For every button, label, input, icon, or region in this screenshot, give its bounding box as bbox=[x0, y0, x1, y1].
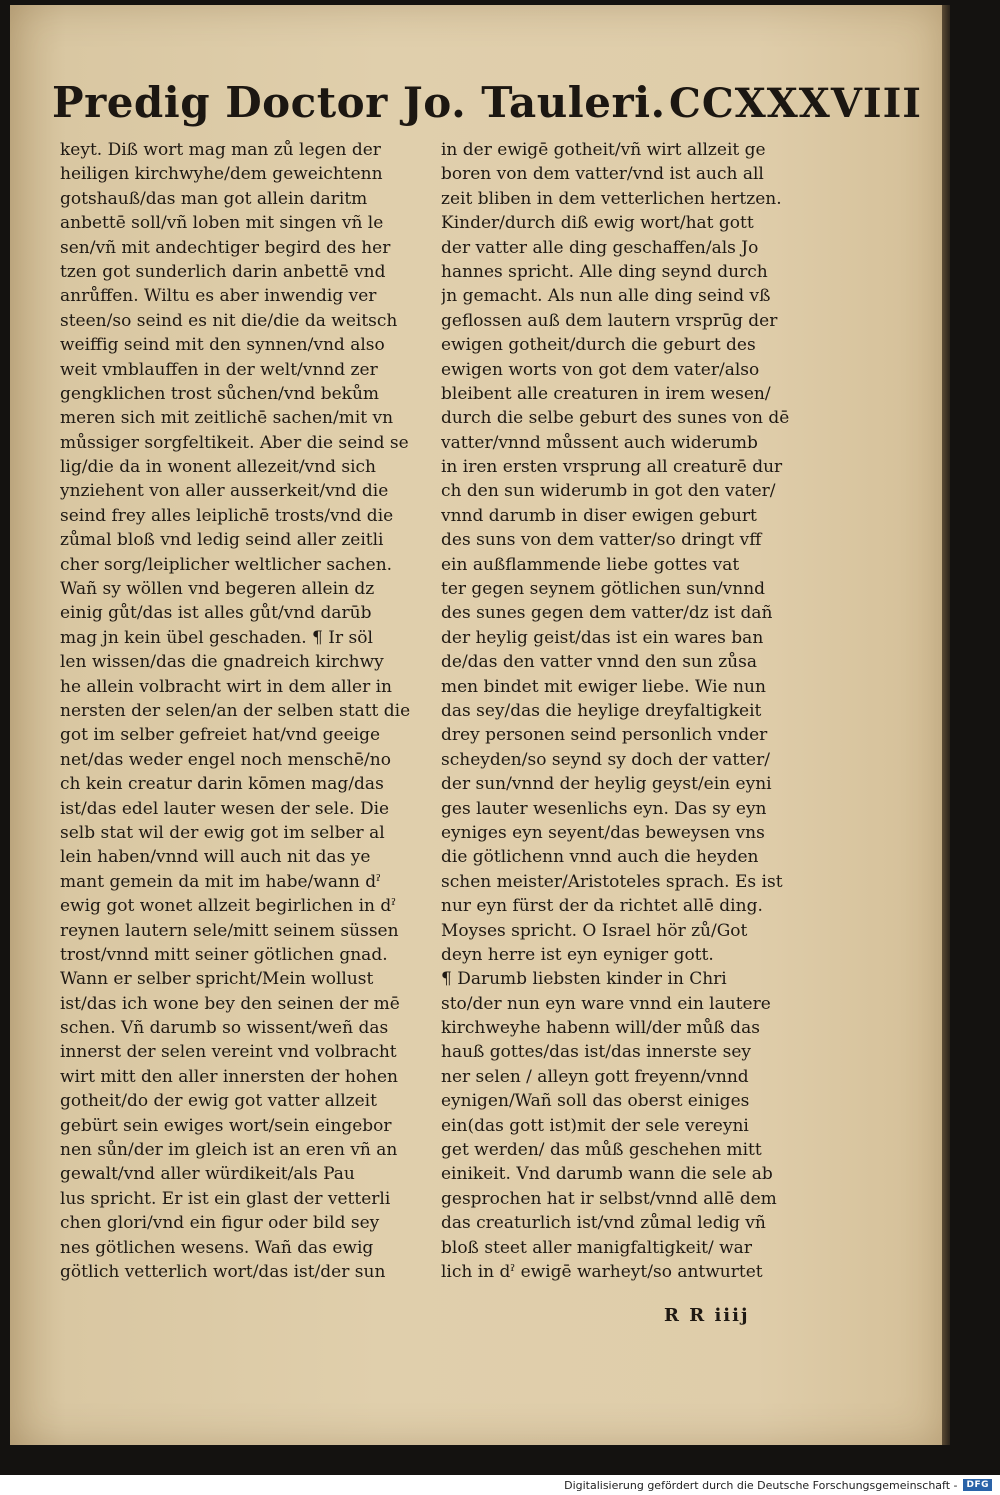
dfg-logo: DFG bbox=[963, 1479, 992, 1491]
text-line: gewalt/vnd aller würdikeit/als Pau bbox=[60, 1164, 355, 1185]
text-line: ein außflammende liebe gottes vat bbox=[441, 554, 740, 575]
text-line: chen glori/vnd ein figur oder bild sey bbox=[60, 1213, 380, 1234]
text-line: zůmal bloß vnd ledig seind aller zeitli bbox=[60, 530, 384, 551]
text-line: die götlichenn vnnd auch die heyden bbox=[441, 847, 759, 868]
text-line: meren sich mit zeitlichē sachen/mit vn bbox=[60, 408, 394, 429]
text-line: in iren ersten vrsprung all creaturē dur bbox=[441, 457, 783, 478]
text-line: ch kein creatur darin kōmen mag/das bbox=[60, 774, 384, 795]
text-line: můssiger sorgfeltikeit. Aber die seind se bbox=[60, 432, 409, 453]
text-line: jn gemacht. Als nun alle ding seind vß bbox=[441, 286, 771, 307]
text-line: einikeit. Vnd darumb wann die sele ab bbox=[441, 1164, 773, 1185]
text-line: scheyden/so seynd sy doch der vatter/ bbox=[441, 749, 770, 770]
text-line: geflossen auß dem lautern vrsprūg der bbox=[441, 310, 778, 331]
text-line: schen meister/Aristoteles sprach. Es ist bbox=[441, 871, 783, 892]
text-line: anrůffen. Wiltu es aber inwendig ver bbox=[60, 286, 377, 307]
text-line: net/das weder engel noch menschē/no bbox=[60, 749, 391, 770]
text-line: nur eyn fürst der da richtet allē ding. bbox=[441, 896, 763, 917]
text-line: nen sůn/der im gleich ist an eren vñ an bbox=[60, 1140, 398, 1161]
text-line: das creaturlich ist/vnd zůmal ledig vñ bbox=[441, 1213, 766, 1234]
text-line: ynziehent von aller ausserkeit/vnd die bbox=[60, 481, 389, 502]
text-line: selb stat wil der ewig got im selber al bbox=[60, 822, 385, 843]
text-line: der sun/vnnd der heylig geyst/ein eyni bbox=[441, 774, 772, 795]
text-line: trost/vnnd mitt seiner götlichen gnad. bbox=[60, 944, 388, 965]
text-line: keyt. Diß wort mag man zů legen der bbox=[60, 140, 381, 160]
text-line: durch die selbe geburt des sunes von dē bbox=[441, 408, 790, 429]
text-line: ein(das gott ist)mit der sele vereyni bbox=[441, 1115, 749, 1136]
text-line: eynigen/Wañ soll das oberst einiges bbox=[441, 1091, 750, 1112]
text-line: bleibent alle creaturen in irem wesen/ bbox=[441, 383, 771, 404]
text-line: schen. Vñ darumb so wissent/weñ das bbox=[60, 1018, 389, 1039]
text-line: deyn herre ist eyn eyniger gott. bbox=[441, 944, 714, 965]
text-line: hannes spricht. Alle ding seynd durch bbox=[441, 261, 768, 282]
text-line: steen/so seind es nit die/die da weitsch bbox=[60, 310, 398, 331]
text-line: lein haben/vnnd will auch nit das ye bbox=[60, 847, 371, 868]
text-line: drey personen seind personlich vnder bbox=[441, 725, 768, 746]
text-line: lig/die da in wonent allezeit/vnd sich bbox=[60, 457, 377, 478]
text-line: mag jn kein übel geschaden. ¶ Ir söl bbox=[60, 627, 373, 648]
text-line: einig gůt/das ist alles gůt/vnd darūb bbox=[60, 603, 372, 624]
text-line: eyniges eyn seyent/das beweysen vns bbox=[441, 822, 765, 843]
text-line: das sey/das die heylige dreyfaltigkeit bbox=[441, 700, 762, 721]
text-line: lus spricht. Er ist ein glast der vetterli bbox=[60, 1188, 391, 1209]
text-line: len wissen/das die gnadreich kirchwy bbox=[60, 652, 384, 673]
text-line: gotshauß/das man got allein daritm bbox=[60, 188, 368, 209]
text-line: des suns von dem vatter/so dringt vff bbox=[441, 530, 762, 551]
folio-number: CCXXXVIII bbox=[669, 80, 922, 127]
text-line: bloß steet aller manigfaltigkeit/ war bbox=[441, 1237, 752, 1258]
text-line: anbettē soll/vñ loben mit singen vñ le bbox=[60, 213, 384, 234]
text-line: cher sorg/leiplicher weltlicher sachen. bbox=[60, 554, 393, 575]
left-text-column bbox=[60, 138, 430, 1284]
text-line: ch den sun widerumb in got den vater/ bbox=[441, 481, 776, 502]
page-edge bbox=[942, 5, 950, 1445]
text-line: in der ewigē gotheit/vñ wirt allzeit ge bbox=[441, 140, 766, 160]
running-header bbox=[52, 78, 922, 136]
text-line: des sunes gegen dem vatter/dz ist dañ bbox=[441, 603, 773, 624]
text-line: kirchweyhe habenn will/der můß das bbox=[441, 1018, 760, 1039]
text-line: lich in dˀ ewigē warheyt/so antwurtet bbox=[441, 1261, 763, 1282]
text-line: heiligen kirchwyhe/dem geweichtenn bbox=[60, 164, 383, 185]
text-line: he allein volbracht wirt in dem aller in bbox=[60, 676, 392, 697]
text-line: ¶ Darumb liebsten kinder in Chri bbox=[441, 969, 727, 990]
text-line: men bindet mit ewiger liebe. Wie nun bbox=[441, 676, 766, 697]
text-line: ter gegen seynem götlichen sun/vnnd bbox=[441, 579, 766, 600]
text-line: weit vmblauffen in der welt/vnnd zer bbox=[60, 359, 378, 380]
text-line: reynen lautern sele/mitt seinem süssen bbox=[60, 920, 399, 941]
text-line: Wann er selber spricht/Mein wollust bbox=[60, 969, 374, 990]
text-line: hauß gottes/das ist/das innerste sey bbox=[441, 1042, 752, 1063]
text-line: nes götlichen wesens. Wañ das ewig bbox=[60, 1237, 374, 1258]
text-line: de/das den vatter vnnd den sun zůsa bbox=[441, 652, 757, 673]
text-line: sen/vñ mit andechtiger begird des her bbox=[60, 237, 391, 258]
text-line: zeit bliben in dem vetterlichen hertzen. bbox=[441, 188, 782, 209]
text-line: Moyses spricht. O Israel hör zů/Got bbox=[441, 920, 748, 941]
text-line: tzen got sunderlich darin anbettē vnd bbox=[60, 261, 386, 282]
text-line: ist/das ich wone bey den seinen der mē bbox=[60, 993, 400, 1014]
text-line: got im selber gefreiet hat/vnd geeige bbox=[60, 725, 381, 746]
text-line: vnnd darumb in diser ewigen geburt bbox=[441, 505, 757, 526]
text-line: vatter/vnnd můssent auch widerumb bbox=[441, 432, 758, 453]
text-line: ewigen gotheit/durch die geburt des bbox=[441, 335, 756, 356]
text-line: mant gemein da mit im habe/wann dˀ bbox=[60, 871, 381, 892]
text-line: ner selen / alleyn gott freyenn/vnnd bbox=[441, 1066, 749, 1087]
text-line: Kinder/durch diß ewig wort/hat gott bbox=[441, 213, 754, 234]
text-line: wirt mitt den aller innersten der hohen bbox=[60, 1066, 398, 1087]
text-line: gotheit/do der ewig got vatter allzeit bbox=[60, 1091, 377, 1112]
running-title: Predig Doctor Jo. Tauleri. bbox=[52, 78, 666, 127]
funding-footer bbox=[0, 1475, 1000, 1495]
text-line: get werden/ das můß geschehen mitt bbox=[441, 1140, 762, 1161]
text-line: der vatter alle ding geschaffen/als Jo bbox=[441, 237, 759, 258]
text-line: gesprochen hat ir selbst/vnnd allē dem bbox=[441, 1188, 777, 1209]
signature-mark: R R iiij bbox=[664, 1305, 750, 1326]
text-line: ist/das edel lauter wesen der sele. Die bbox=[60, 798, 390, 819]
text-line: götlich vetterlich wort/das ist/der sun bbox=[60, 1261, 386, 1282]
text-line: sto/der nun eyn ware vnnd ein lautere bbox=[441, 993, 771, 1014]
text-line: weiffig seind mit den synnen/vnd also bbox=[60, 335, 385, 356]
text-line: der heylig geist/das ist ein wares ban bbox=[441, 627, 764, 648]
funding-text: Digitalisierung gefördert durch die Deutsche Forschungsgemeinschaft - bbox=[564, 1478, 958, 1492]
text-line: ewigen worts von got dem vater/also bbox=[441, 359, 760, 380]
text-line: gebürt sein ewiges wort/sein eingebor bbox=[60, 1115, 392, 1136]
text-line: gengklichen trost sůchen/vnd bekům bbox=[60, 383, 380, 404]
text-line: innerst der selen vereint vnd volbracht bbox=[60, 1042, 397, 1063]
text-line: ges lauter wesenlichs eyn. Das sy eyn bbox=[441, 798, 767, 819]
text-line: Wañ sy wöllen vnd begeren allein dz bbox=[60, 579, 375, 600]
text-line: nersten der selen/an der selben statt die bbox=[60, 700, 411, 721]
text-line: boren von dem vatter/vnd ist auch all bbox=[441, 164, 764, 185]
text-line: seind frey alles leiplichē trosts/vnd die bbox=[60, 505, 394, 526]
right-text-column bbox=[441, 138, 816, 1284]
text-line: ewig got wonet allzeit begirlichen in dˀ bbox=[60, 896, 396, 917]
